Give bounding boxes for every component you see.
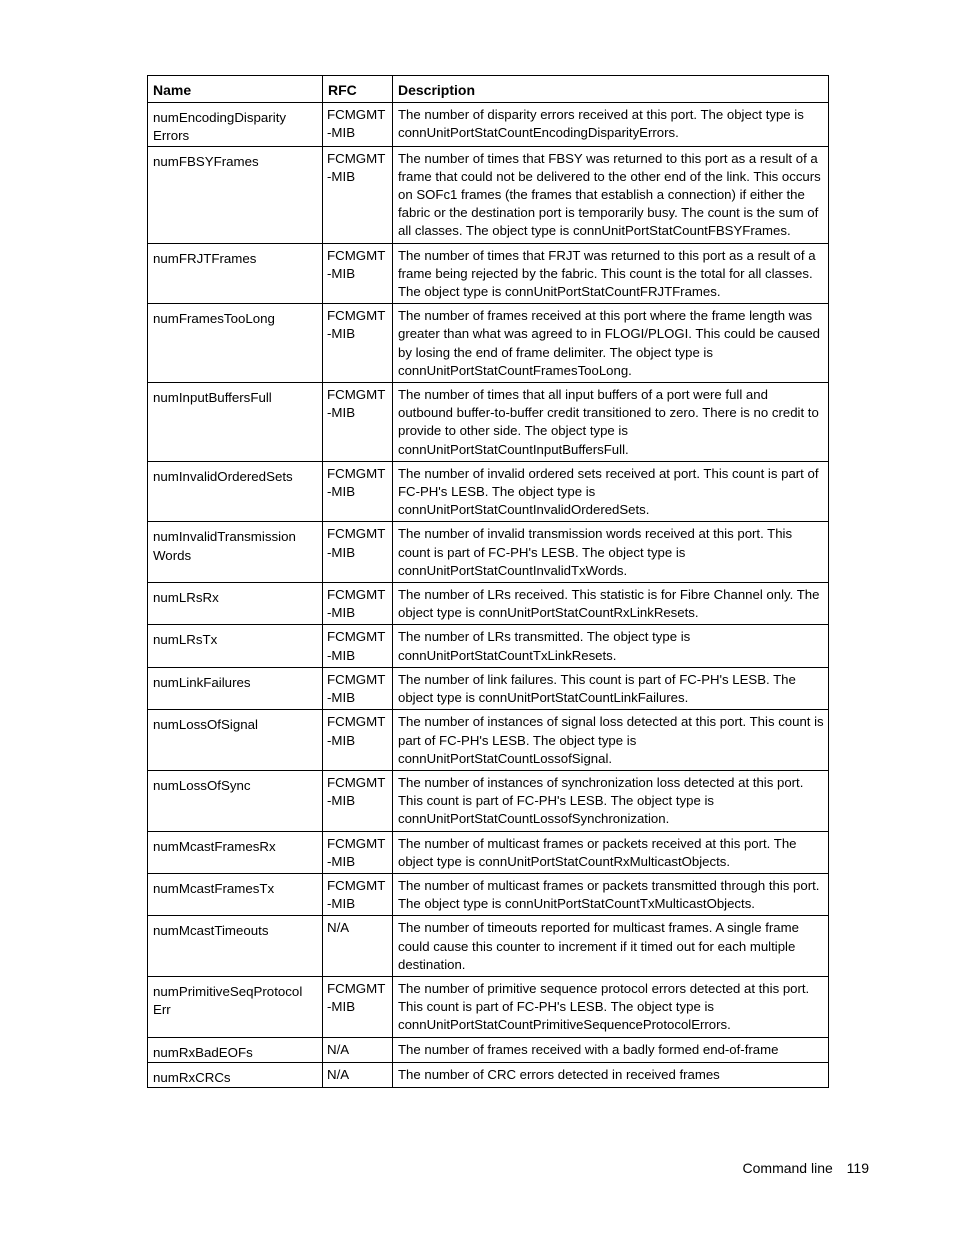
rfc-cell: FCMGMT -MIB — [323, 625, 393, 667]
rfc-cell: FCMGMT -MIB — [323, 103, 393, 146]
rfc-cell: N/A — [323, 1062, 393, 1087]
description-cell: The number of multicast frames or packets transmitted through this port. The object type is connUnitPortStatCountTxMulticastObjects. — [393, 873, 829, 915]
name-cell: numLRsRx — [148, 583, 323, 625]
table-row — [148, 710, 829, 771]
name-cell: numFRJTFrames — [148, 243, 323, 304]
description-cell: The number of invalid transmission words received at this port. This count is part of FC-PH's LESB. The object type is connUnitPortStatCountInvalidTxWords. — [393, 522, 829, 583]
rfc-cell: FCMGMT -MIB — [323, 976, 393, 1037]
name-cell: numLossOfSignal — [148, 710, 323, 771]
description-cell: The number of CRC errors detected in received frames — [393, 1062, 829, 1087]
rfc-cell: FCMGMT -MIB — [323, 461, 393, 522]
description-cell: The number of invalid ordered sets received at port. This count is part of FC-PH's LESB. The object type is connUnitPortStatCountInvalidOrderedSets. — [393, 461, 829, 522]
rfc-cell: FCMGMT -MIB — [323, 583, 393, 625]
table-row — [148, 103, 829, 146]
table-row — [148, 461, 829, 522]
name-cell: numRxBadEOFs — [148, 1037, 323, 1062]
name-cell: numRxCRCs — [148, 1062, 323, 1087]
table-row — [148, 583, 829, 625]
name-cell: numPrimitiveSeqProtocol Err — [148, 976, 323, 1037]
table-row — [148, 243, 829, 304]
description-cell: The number of frames received with a badly formed end-of-frame — [393, 1037, 829, 1062]
description-cell: The number of LRs received. This statistic is for Fibre Channel only. The object type is connUnitPortStatCountRxLinkResets. — [393, 583, 829, 625]
table-row — [148, 625, 829, 667]
description-cell: The number of instances of synchronization loss detected at this port. This count is part of FC-PH's LESB. The object type is connUnitPortStatCountLossofSynchronization. — [393, 770, 829, 831]
table-row — [148, 383, 829, 462]
name-cell: numFBSYFrames — [148, 146, 323, 243]
table-row — [148, 873, 829, 915]
header-description: Description — [393, 76, 829, 103]
name-cell: numLossOfSync — [148, 770, 323, 831]
rfc-cell: FCMGMT -MIB — [323, 146, 393, 243]
name-cell: numInvalidTransmission Words — [148, 522, 323, 583]
description-cell: The number of instances of signal loss detected at this port. This count is part of FC-PH's LESB. The object type is connUnitPortStatCountLossofSignal. — [393, 710, 829, 771]
table-header-row — [148, 76, 829, 103]
description-cell: The number of times that all input buffers of a port were full and outbound buffer-to-buffer credit transitioned to zero. There is no credit to provide to other side. The object type is connUnitPortStatCountInputBuffersFull. — [393, 383, 829, 462]
header-name: Name — [148, 76, 323, 103]
table-row — [148, 770, 829, 831]
description-cell: The number of times that FBSY was returned to this port as a result of a frame that could not be delivered to the other end of the link. This occurs on SOFc1 frames (the frames that establish a connection) if either the fabric or the destination port is temporarily busy. The count is the sum of all classes. The object type is connUnitPortStatCountFBSYFrames. — [393, 146, 829, 243]
table-body — [148, 103, 829, 1088]
table-row — [148, 667, 829, 709]
name-cell: numInputBuffersFull — [148, 383, 323, 462]
rfc-cell: FCMGMT -MIB — [323, 770, 393, 831]
table-row — [148, 304, 829, 383]
table-row — [148, 831, 829, 873]
rfc-cell: FCMGMT -MIB — [323, 243, 393, 304]
name-cell: numLinkFailures — [148, 667, 323, 709]
rfc-cell: N/A — [323, 916, 393, 977]
name-cell: numMcastTimeouts — [148, 916, 323, 977]
description-cell: The number of LRs transmitted. The object type is connUnitPortStatCountTxLinkResets. — [393, 625, 829, 667]
description-cell: The number of times that FRJT was returned to this port as a result of a frame being rejected by the fabric. This count is the total for all classes. The object type is connUnitPortStatCountFRJTFrames. — [393, 243, 829, 304]
table-row — [148, 522, 829, 583]
name-cell: numInvalidOrderedSets — [148, 461, 323, 522]
name-cell: numMcastFramesTx — [148, 873, 323, 915]
page-footer — [743, 1159, 869, 1177]
mib-statistics-table — [147, 75, 829, 1088]
table-row — [148, 1062, 829, 1087]
rfc-cell: FCMGMT -MIB — [323, 304, 393, 383]
rfc-cell: FCMGMT -MIB — [323, 667, 393, 709]
rfc-cell: FCMGMT -MIB — [323, 873, 393, 915]
table-row — [148, 976, 829, 1037]
rfc-cell: FCMGMT -MIB — [323, 522, 393, 583]
table-row — [148, 1037, 829, 1062]
rfc-cell: FCMGMT -MIB — [323, 383, 393, 462]
description-cell: The number of frames received at this port where the frame length was greater than what was agreed to in FLOGI/PLOGI. This could be caused by losing the end of frame delimiter. The object type is connUnitPortStatCountFramesTooLong. — [393, 304, 829, 383]
table-row — [148, 916, 829, 977]
description-cell: The number of timeouts reported for multicast frames. A single frame could cause this counter to increment if it timed out for each multiple destination. — [393, 916, 829, 977]
description-cell: The number of primitive sequence protocol errors detected at this port. This count is part of FC-PH's LESB. The object type is connUnitPortStatCountPrimitiveSequenceProtocolErrors. — [393, 976, 829, 1037]
name-cell: numEncodingDisparity Errors — [148, 103, 323, 146]
rfc-cell: FCMGMT -MIB — [323, 710, 393, 771]
table-row — [148, 146, 829, 243]
name-cell: numMcastFramesRx — [148, 831, 323, 873]
header-rfc: RFC — [323, 76, 393, 103]
footer-section-title: Command line — [742, 1160, 833, 1176]
rfc-cell: FCMGMT -MIB — [323, 831, 393, 873]
rfc-cell: N/A — [323, 1037, 393, 1062]
description-cell: The number of link failures. This count is part of FC-PH's LESB. The object type is connUnitPortStatCountLinkFailures. — [393, 667, 829, 709]
page-number: 119 — [846, 1160, 869, 1176]
name-cell: numFramesTooLong — [148, 304, 323, 383]
name-cell: numLRsTx — [148, 625, 323, 667]
description-cell: The number of multicast frames or packets received at this port. The object type is connUnitPortStatCountRxMulticastObjects. — [393, 831, 829, 873]
description-cell: The number of disparity errors received at this port. The object type is connUnitPortStatCountEncodingDisparityErrors. — [393, 103, 829, 146]
